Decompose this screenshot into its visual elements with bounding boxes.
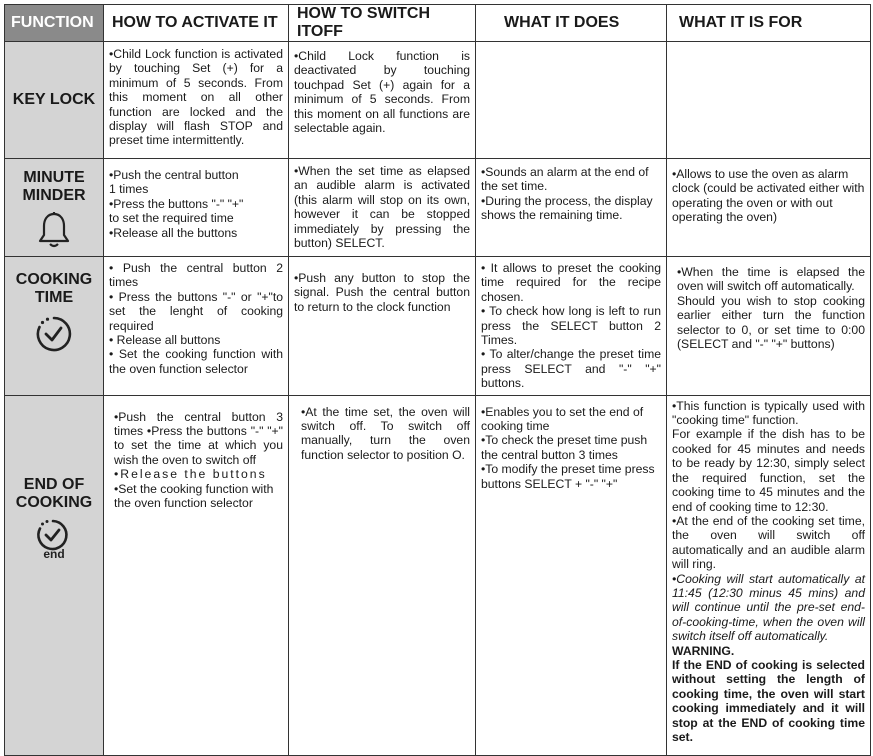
row-cooking-time bbox=[5, 257, 871, 396]
label-end-of-cooking-line1: END OF bbox=[23, 475, 85, 493]
end-of-cooking-for-p4: •Cooking will start automatically at 11:45 (12:30 minus 45 mins) and will continue until the pre-set end-of-cooking-time, when the oven will switch itself off automatically. bbox=[672, 571, 865, 644]
minute-minder-activate bbox=[104, 159, 289, 257]
minute-minder-does-line: •Sounds an alarm at the end of the set time. bbox=[481, 165, 649, 194]
label-end-of-cooking-line2: COOKING bbox=[15, 493, 93, 511]
label-cooking-time-line1: COOKING bbox=[15, 271, 93, 288]
cooking-time-does-line: • To alter/change the preset time press SELECT and "-" "+" buttons. bbox=[481, 347, 661, 391]
end-of-cooking-switch-off: •At the time set, the oven will switch off. To switch off manually, turn the oven function selector to position O. bbox=[289, 395, 476, 755]
timer-check-icon bbox=[35, 315, 73, 353]
minute-minder-does-line: •During the process, the display shows the remaining time. bbox=[481, 193, 653, 223]
cooking-time-for-line: •When the time is elapsed the oven will switch off automatically. bbox=[677, 265, 865, 294]
header-function: FUNCTION bbox=[5, 5, 104, 42]
label-end-of-cooking bbox=[5, 395, 104, 755]
cooking-time-does bbox=[476, 257, 667, 396]
header-row bbox=[5, 5, 871, 42]
end-of-cooking-activate-line: •Release the buttons bbox=[114, 467, 267, 482]
minute-minder-activate-line: •Release all the buttons bbox=[109, 225, 238, 240]
timer-end-icon-label: end bbox=[43, 546, 65, 560]
cooking-time-activate-line: • Press the buttons "-" or "+"to set the lenght of cooking required bbox=[109, 289, 283, 333]
header-for: WHAT IT IS FOR bbox=[667, 5, 871, 42]
header-activate: HOW TO ACTIVATE IT bbox=[104, 5, 289, 42]
label-minute-minder-line1: MINUTE bbox=[23, 169, 85, 186]
cooking-time-does-line: • It allows to preset the cooking time required for the recipe chosen. bbox=[481, 261, 661, 304]
row-end-of-cooking bbox=[5, 395, 871, 755]
header-switch-off: HOW TO SWITCH ITOFF bbox=[289, 5, 476, 42]
label-cooking-time-line2: TIME bbox=[34, 289, 74, 306]
cooking-time-activate-line: • Release all buttons bbox=[109, 333, 221, 348]
bell-icon bbox=[37, 211, 71, 249]
cooking-time-for bbox=[667, 257, 871, 396]
end-of-cooking-activate-line: •Push the central button 3 times •Press the buttons "-" "+" to set the time at which you wish the oven to switch off bbox=[114, 409, 283, 467]
label-minute-minder-line2: MINDER bbox=[22, 187, 86, 204]
minute-minder-activate-line: •Push the central button bbox=[109, 168, 239, 182]
end-of-cooking-does-line: •To modify the preset time press buttons SELECT + "-" "+" bbox=[481, 462, 655, 491]
end-of-cooking-for-p1: •This function is typically used with "cooking time" function. bbox=[672, 398, 865, 428]
end-of-cooking-does bbox=[476, 395, 667, 755]
minute-minder-activate-line: 1 times bbox=[109, 182, 149, 197]
key-lock-for bbox=[667, 42, 871, 159]
label-key-lock bbox=[5, 42, 104, 159]
end-of-cooking-for-p2: For example if the dish has to be cooked for 45 minutes and needs to be ready by 12:30, simply select the required function, set the cooking time to 45 minutes and the end of cooking time to 12:30. bbox=[672, 427, 865, 514]
label-cooking-time bbox=[5, 257, 104, 396]
cooking-time-switch-off: •Push any button to stop the signal. Push the central button to return to the clock function bbox=[289, 257, 476, 396]
minute-minder-switch-off: •When the set time as elapsed an audible alarm is activated (this alarm will stop on its own, however it can be stopped immediately by pressing the button) SELECT. bbox=[289, 159, 476, 257]
end-of-cooking-does-line: •To check the preset time push the central button 3 times bbox=[481, 433, 648, 462]
end-of-cooking-does-line: •Enables you to set the end of cooking time bbox=[481, 404, 644, 434]
cooking-time-activate-line: • Push the central button 2 times bbox=[109, 261, 283, 290]
label-minute-minder bbox=[5, 159, 104, 257]
end-of-cooking-activate-line: •Set the cooking function with the oven function selector bbox=[114, 481, 274, 511]
label-key-lock-text: KEY LOCK bbox=[12, 91, 96, 108]
row-key-lock bbox=[5, 42, 871, 159]
minute-minder-activate-line: to set the required time bbox=[109, 211, 234, 226]
end-of-cooking-warning: WARNING. bbox=[672, 643, 735, 658]
end-of-cooking-for-p3: •At the end of the cooking set time, the oven will switch off automatically and an audible alarm will ring. bbox=[672, 513, 865, 572]
minute-minder-activate-line: •Press the buttons "-" "+" bbox=[109, 196, 244, 211]
header-does: WHAT IT DOES bbox=[476, 5, 667, 42]
end-of-cooking-for bbox=[667, 395, 871, 755]
end-of-cooking-for-p5: If the END of cooking is selected without setting the length of cooking time, the oven will start cooking immediately and it will stop at the END of cooking time set. bbox=[672, 657, 865, 744]
function-table bbox=[4, 4, 871, 756]
row-minute-minder bbox=[5, 159, 871, 257]
minute-minder-does bbox=[476, 159, 667, 257]
cooking-time-activate-line: • Set the cooking function with the oven function selector bbox=[109, 347, 283, 376]
timer-end-icon bbox=[34, 518, 74, 560]
key-lock-switch-off: •Child Lock function is deactivated by touching touchpad Set (+) again for a minimum of 5 seconds. From this moment on all functions are selectable again. bbox=[289, 42, 476, 159]
key-lock-does bbox=[476, 42, 667, 159]
key-lock-activate: •Child Lock function is activated by touching Set (+) for a minimum of 5 seconds. From this moment on all other function are locked and the display will flash STOP and preset time intermittently. bbox=[104, 42, 289, 159]
cooking-time-does-line: • To check how long is left to run press the SELECT button 2 Times. bbox=[481, 304, 661, 348]
end-of-cooking-activate bbox=[104, 395, 289, 755]
cooking-time-for-line: Should you wish to stop cooking earlier either turn the function selector to 0, or set time to 0:00 (SELECT and "-" "+" buttons) bbox=[677, 293, 865, 352]
cooking-time-activate bbox=[104, 257, 289, 396]
minute-minder-for: •Allows to use the oven as alarm clock (could be activated either with operating the oven or with out operating the oven) bbox=[667, 159, 871, 257]
